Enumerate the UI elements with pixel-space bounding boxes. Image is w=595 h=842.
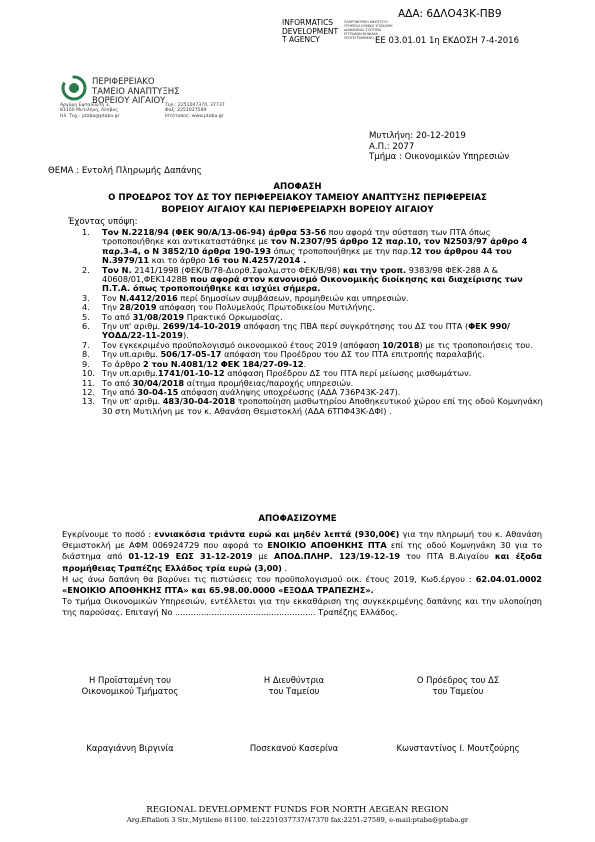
organization-name-line: ΒΟΡΕΙΟΥ ΑΙΓΑΙΟΥ	[92, 96, 166, 106]
text-run: Την υπ.αριθμ.	[102, 349, 161, 360]
text-run: .	[303, 358, 307, 369]
text-run: με	[252, 551, 275, 562]
decision-heading: ΑΠΟΦΑΣΗ	[273, 182, 322, 192]
signature-block-finance-head	[70, 675, 190, 697]
bold-text: 10/2018	[382, 339, 420, 350]
text-run: 2141/1998 (ΦΕΚ/Β/78-Διορθ.Σφαλμ.στο ΦΕΚ/Β/98)	[131, 264, 343, 275]
signature-block-president	[398, 675, 518, 697]
decision-title-line: ΒΟΡΕΙΟΥ ΑΙΓΑΙΟΥ ΚΑΙ ΠΕΡΙΦΕΡΕΙΑΡΧΗ ΒΟΡΕΙΟΥ ΑΙΓΑΙΟΥ	[161, 205, 434, 215]
text-run: απόφαση Προέδρου ΔΣ του ΠΤΑ περί μείωσης μισθωμάτων.	[224, 368, 472, 379]
text-run: περί δημοσίων συμβάσεων, προμηθειών και υπηρεσιών.	[177, 292, 409, 303]
bold-text: ΦΕΚ 990/ΥΟΔΔ/22-11-2019	[102, 321, 511, 341]
text-run: απόφαση του Πολυμελούς Πρωτοδικείου Μυτιλήνης.	[156, 302, 375, 313]
document-metadata	[369, 131, 509, 163]
signature-block-director	[234, 675, 354, 697]
organization-name-line: ΠΕΡΙΦΕΡΕΙΑΚΟ	[92, 77, 155, 87]
decision-title-line: Ο ΠΡΟΕΔΡΟΣ ΤΟΥ ΔΣ ΤΟΥ ΠΕΡΙΦΕΡΕΙΑΚΟΥ ΤΑΜΕΙΟΥ ΑΝΑΠΤΥΞΗΣ ΠΕΡΙΦΕΡΕΙΑΣ	[108, 193, 487, 203]
bold-text: 1741/01-10-12	[157, 368, 225, 379]
item-number: 7.	[82, 339, 90, 350]
text-run: Το από	[102, 377, 133, 388]
body-paragraph	[62, 596, 542, 618]
considerations-list	[68, 228, 548, 416]
bold-text: Τον Ν.2218/94 (ΦΕΚ 90/Α/13-06-94) άρθρα 53-56	[102, 227, 327, 237]
body-paragraph	[62, 574, 542, 596]
item-number: 1.	[82, 227, 90, 237]
signature-stamp-text: ΠΛΗΡΟΦΟΡΙΚΗ ΑΝΑΠΤΥΞΗ ΥΠΗΡΕΣΙΑ ΕΘΝΙΚΗ ΥΠΟΔΟΜΗ ΔΙΑΦΑΝΕΙΑΣ ΣΥΣΤΗΜΑ ΕΓΓΡΑΦΩΝ ΨΗΦΙΑΚΑ ΥΠΟΓΕΓΡΑΜΜΕΝΟ	[344, 20, 393, 40]
text-run: ) με τις τροποποιήσεις του.	[419, 339, 533, 350]
department: Τμήμα : Οικονομικών Υπηρεσιών	[369, 152, 510, 162]
bold-text: τον Ν.2307/95 άρθρο 12 παρ.10, τον Ν2503/97 άρθρο 4 παρ.3-4, ο Ν 3852/10 άρθρα 190-193	[102, 236, 528, 256]
item-number: 3.	[82, 292, 90, 303]
item-number: 4.	[82, 302, 90, 313]
text-run: αίτημα προμήθειας/παροχής υπηρεσιών.	[184, 377, 354, 388]
footer-organization: REGIONAL DEVELOPMENT FUNDS FOR NORTH AEGEAN REGION	[146, 805, 449, 815]
address-line: Ηλ. Ταχ.: ptaba@ptaba.gr	[60, 113, 120, 119]
text-run: Το από	[102, 311, 133, 322]
item-number: 8.	[82, 349, 90, 360]
text-run: που αφορά την σύσταση των ΠΤΑ όπως τροποποιήθηκε και αντικαταστάθηκε με	[102, 227, 491, 247]
bold-text: 62.04.01.0002 «ΕΝΟΙΚΙΟ ΑΠΟΘΗΚΗΣ ΠΤΑ» και 65.98.00.0000 «ΕΞΟΔΑ ΤΡΑΠΕΖΗΣ».	[62, 573, 542, 596]
consideration-item	[68, 228, 548, 266]
organization-address	[60, 103, 119, 119]
bold-text: ΕΝΟΙΚΙΟ ΑΠΟΘΗΚΗΣ ΠΤΑ	[267, 540, 387, 551]
organization-name-line: ΤΑΜΕΙΟ ΑΝΑΠΤΥΞΗΣ	[92, 86, 180, 97]
we-decide-heading: ΑΠΟΦΑΣΙΖΟΥΜΕ	[258, 514, 337, 524]
decision-body	[62, 529, 542, 619]
bold-text: Ν.4412/2016	[119, 292, 178, 303]
signature-role: Η Προϊσταμένη του	[89, 675, 171, 685]
footer-contact: Arg.Eftalioti 3 Str.,Mytilene 81100. tel:2251037737/47370 fax:2251-27589, e-mail:ptaba@ptaba.gr	[126, 816, 469, 824]
signature-role: του Ταμείου	[432, 686, 484, 696]
text-run: όπως τροποποιήθηκε με την παρ.	[271, 245, 411, 256]
consideration-item	[68, 397, 548, 416]
address-line: 81100 Μυτιλήνη, Λέσβος	[60, 108, 119, 114]
signature-role: Ο Πρόεδρος του ΔΣ	[416, 675, 500, 685]
contact-line: Τηλ.: 2251047370, 37737	[165, 103, 225, 108]
bold-text: 31/08/2019	[132, 311, 185, 322]
text-run: για την πληρωμή του κ. Αθανάση Θεμιστοκλή με ΑΦΜ 006924729 που αφορά το	[62, 529, 543, 551]
consideration-item	[68, 322, 548, 341]
signatory-name: Κωνσταντίνος Ι. Μουτζούρης	[396, 743, 520, 753]
bold-text: Τον Ν.	[102, 264, 132, 275]
text-run: Εγκρίνουμε το ποσό :	[62, 529, 155, 539]
text-run: 9383/98 ΦΕΚ-288 Α & 40608/01,ΦΕΚ1428Β	[102, 264, 499, 285]
bold-text: 12 του άρθρου 44 του Ν.3979/11	[102, 245, 512, 266]
text-run: Τον	[102, 292, 120, 303]
consideration-item	[68, 266, 548, 294]
item-number: 12.	[82, 386, 96, 397]
bold-text: που αφορά στον κανονισμό Οικονομικής διοίκησης και διαχείρισης των Π.Τ.Α. όπως τροποποιήθηκε και ισχύει σήμερα.	[102, 274, 523, 294]
bold-text: και την τροπ.	[342, 264, 407, 275]
agency-label	[282, 19, 338, 45]
item-number: 5.	[82, 311, 90, 322]
city-date: Μυτιλήνη: 20-12-2019	[369, 131, 466, 141]
text-run: τροποποίηση μισθωτηρίου Αποθηκευτικού χώρου επί της οδού Κομνηνάκη 30 στη Μυτιλήνη με τον κ. Αθανάση Θεμιστοκλή (ΑΔΑ 6ΤΠΦ43Κ-ΔΦΙ) .	[102, 396, 543, 416]
text-run: Το άρθρο	[102, 358, 144, 369]
text-run: Η ως άνω δαπάνη θα βαρύνει τις πιστώσεις του προϋπολογισμού οικ. έτους 2019, Κωδ.έργου :	[62, 573, 476, 584]
text-run: Την υπ' αριθμ.	[102, 321, 163, 332]
text-run: Την υπ.αριθμ.	[102, 368, 158, 379]
bold-text: 28/2019	[119, 302, 157, 313]
item-number: 9.	[82, 358, 90, 369]
text-run: επί της οδού Κομνηνάκη 30 για το διάστημα από	[62, 540, 542, 562]
contact-line: Ιστότοπος: www.ptaba.gr	[165, 113, 224, 119]
bold-text: 2699/14-10-2019	[162, 321, 241, 332]
signatory-name: Ποσεκανού Κασερίνα	[249, 743, 339, 753]
text-run: Την υπ' αριθμ.	[102, 396, 163, 407]
signatory-name: Καραγιάννη Βιργινία	[86, 743, 174, 753]
bold-text: και έξοδα προμήθειας Τραπέζης Ελλάδος τρία ευρώ (3,00)	[62, 551, 542, 573]
signature-role: του Ταμείου	[268, 686, 320, 696]
text-run: απόφαση της ΠΒΑ περί συγκρότησης του ΔΣ του ΠΤΑ (	[240, 321, 469, 332]
item-number: 11.	[82, 377, 96, 388]
text-run: ).	[182, 330, 189, 341]
bold-text: 483/30-04-2018	[162, 396, 236, 407]
bold-text: 506/17-05-17	[160, 349, 222, 360]
bold-text: 2 του Ν.4081/12 ΦΕΚ 184/27-09-12	[143, 358, 304, 369]
text-run: Την	[102, 302, 120, 313]
item-number: 10.	[82, 368, 96, 379]
considering-label: Έχοντας υπόψη:	[68, 217, 138, 227]
item-number: 2.	[82, 264, 90, 275]
agency-label-line: T AGENCY	[282, 35, 320, 44]
contact-line: Φαξ: 2251027589	[165, 108, 207, 114]
text-run: Το τμήμα Οικονομικών Υπηρεσιών, εντέλλεται για την εκκαθάριση της συγκεκριμένης δαπάνης και την υλοποίηση της παρούσας. Επιταγή Νο ...................................................... Τραπέζης Ελλάδος.	[62, 596, 542, 618]
bold-text: 30-04-15	[137, 386, 179, 397]
item-number: 6.	[82, 321, 90, 332]
subject-line: ΘΕΜΑ : Εντολή Πληρωμής Δαπάνης	[48, 166, 202, 176]
text-run: απόφαση του Προέδρου του ΔΣ του ΠΤΑ επιτροπής παραλαβής.	[221, 349, 485, 360]
agency-label-line: DEVELOPMENT	[282, 26, 339, 36]
ada-code: ΑΔΑ: 6ΔΛΟ43Κ-ΠΒ9	[398, 8, 502, 20]
text-run: Την από	[102, 386, 138, 397]
item-number: 13.	[82, 396, 96, 407]
bold-text: εννιακόσια τριάντα ευρώ και μηδέν λεπτά (930,00€)	[154, 529, 400, 539]
agency-label-line: INFORMATICS	[282, 18, 334, 27]
signature-role: Η Διευθύντρια	[263, 675, 325, 685]
bold-text: 16 του Ν.4257/2014 .	[208, 255, 307, 266]
address-line: Αργύρη Εφταλιώτη 3,	[60, 103, 111, 108]
form-code: ΕΕ 03.01.01 1η ΕΚΔΟΣΗ 7-4-2016	[375, 36, 519, 46]
text-run: .	[281, 562, 288, 573]
text-run: απόφαση ανάληψης υποχρέωσης (ΑΔΑ 736Ρ43Κ-247).	[178, 386, 401, 397]
bold-text: 01-12-19 ΕΩΣ 31-12-2019	[128, 551, 253, 562]
organization-contacts	[165, 103, 225, 119]
text-run: του ΠΤΑ Β.Αιγαίου	[400, 551, 495, 562]
body-paragraph	[62, 529, 542, 574]
text-run: Τον εγκεκριμένο προϋπολογισμό οικονομικού έτους 2019 (απόφαση	[102, 339, 383, 350]
bold-text: ΑΠΟΔ.ΠΛΗΡ. 123/19-12-19	[274, 551, 401, 562]
text-run: και το άρθρο	[149, 255, 209, 266]
text-run: Πρακτικό Ορκωμοσίας.	[184, 311, 283, 322]
signature-role: Οικονομικού Τμήματος	[81, 686, 179, 696]
protocol-number: Α.Π.: 2077	[369, 141, 415, 152]
bold-text: 30/04/2018	[132, 377, 185, 388]
